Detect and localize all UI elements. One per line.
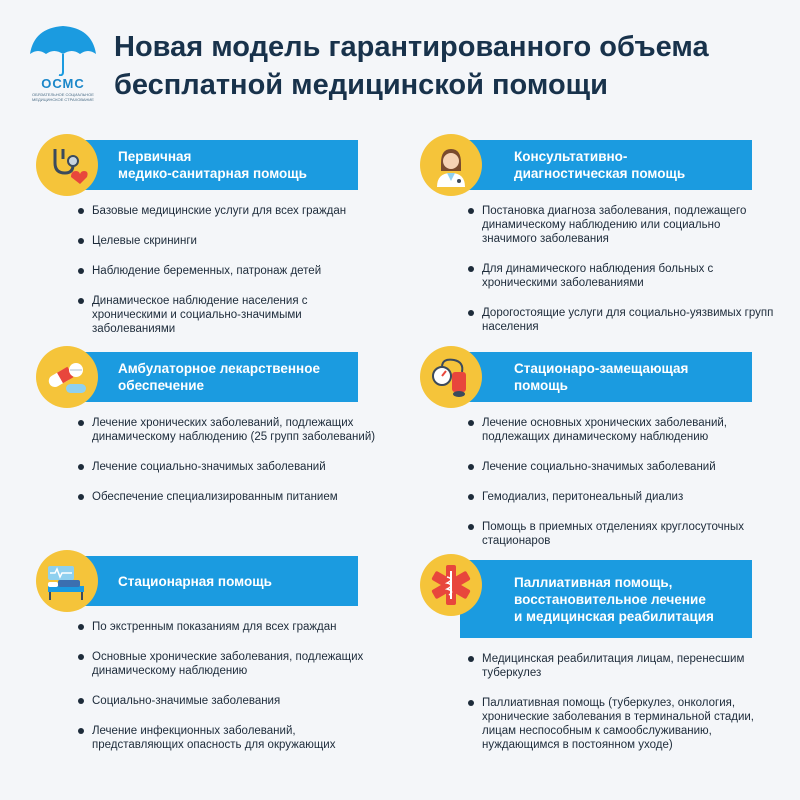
section-heading-line: Первичная <box>118 149 192 164</box>
section-heading-line: Стационарная помощь <box>118 573 272 589</box>
pills-icon <box>44 354 90 400</box>
umbrella-logo-icon <box>26 24 100 76</box>
list-item: Целевые скрининги <box>76 234 376 248</box>
section-items-palliative <box>466 652 776 768</box>
section-heading-line: и медицинская реабилитация <box>514 608 714 624</box>
list-item: Помощь в приемных отделениях круглосуточных стационаров <box>466 520 776 548</box>
section-banner-primary-care <box>70 140 358 190</box>
section-heading-line: помощь <box>514 378 568 393</box>
list-item: Лечение инфекционных заболеваний, представляющих опасность для окружающих <box>76 724 386 752</box>
section-items-outpatient-drugs <box>76 416 386 520</box>
section-heading-line: медико-санитарная помощь <box>118 166 307 181</box>
logo-subtitle: ОБЯЗАТЕЛЬНОЕ СОЦИАЛЬНОЕ МЕДИЦИНСКОЕ СТРАХОВАНИЕ <box>32 92 94 102</box>
page-title <box>114 28 784 104</box>
list-item: Социально-значимые заболевания <box>76 694 386 708</box>
list-item: Динамическое наблюдение населения с хроническими и социально-значимыми заболеваниями <box>76 294 376 336</box>
list-item: Постановка диагноза заболевания, подлежащего динамическому наблюдению или социально значимого заболевания <box>466 204 776 246</box>
section-badge <box>420 346 482 408</box>
section-heading-line: Амбулаторное лекарственное <box>118 361 320 376</box>
section-heading-line: диагностическая помощь <box>514 166 686 181</box>
hospital-bed-icon <box>44 558 90 604</box>
section-banner-palliative <box>460 560 752 638</box>
section-badge <box>420 554 482 616</box>
list-item: Основные хронические заболевания, подлежащих динамическому наблюдению <box>76 650 386 678</box>
logo-name: ОСМС <box>41 76 85 91</box>
list-item: Наблюдение беременных, патронаж детей <box>76 264 376 278</box>
list-item: Гемодиализ, перитонеальный диализ <box>466 490 776 504</box>
list-item: Обеспечение специализированным питанием <box>76 490 386 504</box>
section-heading-line: Паллиативная помощь, <box>514 574 673 590</box>
title-line-2: бесплатной медицинской помощи <box>114 69 608 101</box>
osms-logo <box>26 24 100 110</box>
list-item: Паллиативная помощь (туберкулез, онкология, хронические заболевания в терминальной стадии, лицам неспособным к самообслуживанию, нуждающимся в постоянном уходе) <box>466 696 776 752</box>
list-item: Лечение основных хронических заболеваний, подлежащих динамическому наблюдению <box>466 416 776 444</box>
list-item: Медицинская реабилитация лицам, перенесшим туберкулез <box>466 652 776 680</box>
doctor-icon <box>429 143 473 187</box>
section-items-inpatient <box>76 620 386 768</box>
section-heading-line: Консультативно- <box>514 149 628 164</box>
list-item: Для динамического наблюдения больных с хроническими заболеваниями <box>466 262 776 290</box>
section-banner-day-hospital <box>460 352 752 402</box>
section-heading-line: восстановительное лечение <box>514 591 706 607</box>
list-item: Дорогостоящие услуги для социально-уязвимых групп населения <box>466 306 776 334</box>
section-banner-inpatient <box>70 556 358 606</box>
tonometer-icon <box>428 354 474 400</box>
section-badge <box>36 346 98 408</box>
list-item: Базовые медицинские услуги для всех граждан <box>76 204 376 218</box>
stethoscope-heart-icon <box>45 143 89 187</box>
section-items-consultative <box>466 204 776 350</box>
section-banner-outpatient-drugs <box>70 352 358 402</box>
medical-star-icon <box>429 563 473 607</box>
title-line-1: Новая модель гарантированного объема <box>114 31 709 63</box>
list-item: Лечение хронических заболеваний, подлежащих динамическому наблюдению (25 групп заболеваний) <box>76 416 386 444</box>
list-item: Лечение социально-значимых заболеваний <box>466 460 776 474</box>
section-badge <box>420 134 482 196</box>
section-badge <box>36 134 98 196</box>
section-banner-consultative <box>460 140 752 190</box>
list-item: Лечение социально-значимых заболеваний <box>76 460 386 474</box>
section-items-day-hospital <box>466 416 776 564</box>
section-badge <box>36 550 98 612</box>
list-item: По экстренным показаниям для всех граждан <box>76 620 386 634</box>
section-heading-line: Стационаро-замещающая <box>514 361 689 376</box>
section-heading-line: обеспечение <box>118 378 205 393</box>
section-items-primary-care <box>76 204 376 352</box>
